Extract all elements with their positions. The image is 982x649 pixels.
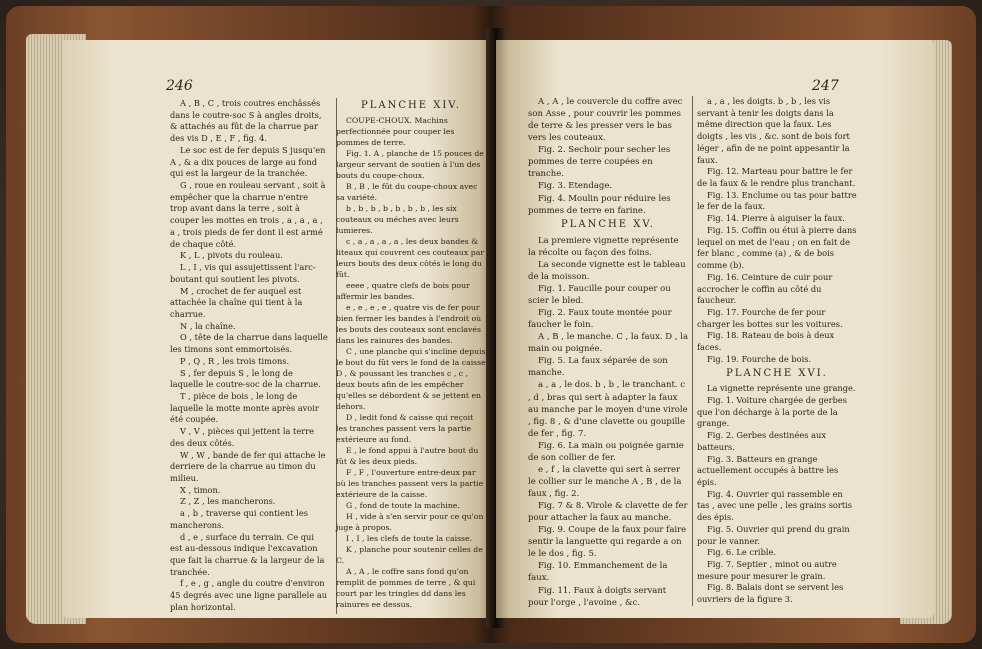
paragraph: Fig. 18. Rateau de bois à deux faces. (697, 330, 835, 353)
plate-heading: PLANCHE XV. (561, 218, 655, 230)
paragraph: La vignette représente une grange. (707, 383, 856, 394)
paragraph: eeee , quatre clefs de bois pour affermir les bandes. (336, 281, 470, 301)
paragraph: Fig. 12. Marteau pour battre le fer de la faux & le rendre plus tranchant. (697, 166, 856, 189)
paragraph: M , crochet de fer auquel est attachée la chaîne qui tient à la charrue. (170, 285, 303, 319)
paragraph: Fig. 6. La main ou poignée garnie de son collier de fer. (528, 440, 684, 463)
paragraph: a , a , les doigts. b , b , les vis servant à tenir les doigts dans la même direction que la faux. Les doigts , les vis , &c. sont de bois fort léger , afin de ne point appesantir la faux. (697, 96, 850, 165)
paragraph: Fig. 17. Fourche de fer pour charger les bottes sur les voitures. (697, 306, 843, 329)
paragraph: COUPE-CHOUX. Machins perfectionnée pour couper les pommes de terre. (336, 116, 455, 147)
paragraph: Fig. 16. Ceinture de cuir pour accrocher le coffin au côté du faucheur. (697, 271, 833, 306)
paragraph: Z , Z , les mancherons. (180, 496, 276, 507)
paragraph: b , b , b , b , b , b , b , les six couteaux ou méches avec leurs lumieres. (336, 204, 459, 235)
paragraph: A , B , C , trois coutres enchâssés dans le coutre-soc S à angles droits, & attachés au fût de la charrue par des vis D , E , F , fig. 4. (170, 98, 322, 144)
plate-heading: PLANCHE XVI. (726, 367, 828, 379)
paragraph: Fig. 1. A , planche de 15 pouces de largeur servant de soutien à l'un des bouts du coupe-choux. (336, 149, 484, 180)
page-number: 247 (812, 78, 839, 94)
plate-heading: PLANCHE XIV. (361, 100, 461, 111)
paragraph: S , fer depuis S , le long de laquelle le coutre-soc de la charrue. (170, 367, 321, 390)
paragraph: A , A , le coffre sans fond qu'on remplit de pommes de terre , & qui court par les tringles dd dans les rainures ee dessus. (336, 567, 476, 609)
paragraph: X , timon. (180, 484, 221, 495)
paragraph: Fig. 4. Ouvrier qui rassemble en tas , avec une pelle , les grains sortis des épis. (697, 488, 853, 523)
right-column-2-paragraphs-bottom (697, 383, 857, 606)
paragraph: c , a , a , a , a , les deux bandes & liteaux qui couvrent ces couteaux par leurs bouts des deux côtés le long du fût. (336, 237, 485, 279)
paragraph: e , e , e , e , quatre vis de fer pour bien fermer les bandes à l'endroit où les bouts des couteaux sont enclavés dans les rainures des bandes. (336, 303, 482, 345)
paragraph: G , roue en rouleau servant , soit à empêcher que la charrue n'entre trop avant dans la terre , soit à couper les mottes en trois , a , a , a , a , trois pieds de fer dont il est armé de chaque côté. (170, 180, 326, 249)
paragraph: I , I , les clefs de toute la caisse. (346, 534, 473, 543)
paragraph: A , A , le couvercle du coffre avec son Asse , pour couvrir les pommes de terre & les presser vers le bas vers les couteaux. (528, 97, 683, 144)
paragraph: f , e , g , angle du coutre d'environ 45 degrés avec une ligne parallele au plan horizontal. (170, 578, 328, 612)
paragraph: G , fond de toute la machine. (346, 501, 460, 510)
paragraph: Fig. 13. Enclume ou tas pour battre le fer de la faux. (697, 189, 857, 212)
paragraph: Fig. 19. Fourche de bois. (707, 353, 812, 364)
paragraph: A , B , le manche. C , la faux. D , la main ou poignée. (528, 332, 689, 355)
page-number: 246 (166, 78, 193, 94)
paragraph: Fig. 2. Faux toute montée pour faucher le foin. (528, 308, 672, 331)
paragraph: D , ledit fond & caisse qui reçoit les tranches passent vers la partie extérieure au fond. (336, 413, 474, 444)
left-column-2 (336, 98, 486, 610)
right-page (496, 40, 934, 618)
paragraph: Fig. 10. Emmanchement de la faux. (528, 561, 668, 584)
paragraph: F , F , l'ouverture entre-deux par où les tranches passent vers la partie extérieure de la caisse. (336, 468, 484, 499)
paragraph: Fig. 8. Balais dont se servent les ouvriers de la figure 3. (697, 582, 844, 605)
paragraph: L , I , vis qui assujettissent l'arc-boutant qui soutient les pivots. (170, 262, 316, 284)
paragraph: Fig. 1. Faucille pour couper ou scier le bled. (528, 283, 671, 306)
paragraph: d , e , surface du terrain. Ce qui est au-dessous indique l'excavation que fait la charrue & la largeur de la tranchée. (170, 531, 325, 577)
right-column-2 (692, 96, 857, 606)
paragraph: T , pièce de bois , le long de laquelle la motte monte après avoir été coupée. (170, 390, 319, 425)
paragraph: a , b , traverse qui contient les mancherons. (170, 508, 308, 530)
paragraph: P , Q , R , les trois timons. (180, 355, 290, 366)
paragraph: Fig. 5. Ouvrier qui prend du grain pour le vanner. (697, 523, 850, 546)
paragraph: La seconde vignette est le tableau de la moisson. (528, 259, 686, 282)
paragraph: W , W , bande de fer qui attache le derriere de la charrue au timon du milieu. (170, 449, 326, 483)
right-column-2-paragraphs-top (697, 96, 857, 366)
paragraph: La premiere vignette représente la récolte ou façon des foins. (528, 235, 679, 258)
paragraph: Fig. 2. Gerbes destinées aux batteurs. (697, 430, 826, 452)
paragraph: V , V , pièces qui jettent la terre des deux côtés. (170, 426, 315, 448)
paragraph: Fig. 1. Voiture chargée de gerbes que l'on décharge à la porte de la grange. (697, 394, 848, 429)
paragraph: C , une planche qui s'incline depuis le bout du fût vers le fond de la caisse D , & poussant les tranches c , c , deux bouts afin de les empêcher qu'elles se débordent & se jettent en dehors. (336, 347, 486, 411)
paragraph: Fig. 9. Coupe de la faux pour faire sentir la languette qui regarde a on le le dos , fig. 5. (528, 525, 687, 560)
paragraph: Le soc est de fer depuis S jusqu'en A , & a dix pouces de large au fond qui est la largeur de la tranchée. (170, 144, 326, 179)
paragraph: Fig. 7 & 8. Virole & clavette de fer pour attacher la faux au manche. (528, 501, 688, 524)
left-column-1 (170, 98, 337, 614)
paragraph: a , a , le dos. b , b , le tranchant. c , d , bras qui sert à adapter la faux au manche par le moyen d'une virole , fig. 8 , & d'une clavette ou goupille de fer , fig. 7. (528, 380, 688, 439)
paragraph: O , tête de la charrue dans laquelle les timons sont emmortoisés. (170, 332, 328, 355)
paragraph: E , le fond appui à l'autre bout du fût & les deux pieds. (336, 446, 479, 466)
paragraph: B , B , le fût du coupe-choux avec sa variété. (336, 182, 478, 202)
paragraph: Fig. 11. Faux à doigts servant pour l'orge , l'avoine , &c. (528, 585, 667, 608)
right-column-1-paragraphs-bottom (528, 235, 688, 609)
paragraph: Fig. 5. La faux séparée de son manche. (528, 356, 668, 379)
paragraph: N , la chaîne. (180, 320, 236, 331)
right-column-1-paragraphs-top (528, 96, 688, 217)
paragraph: Fig. 4. Moulin pour réduire les pommes de terre en farine. (528, 193, 671, 216)
paragraph: K , planche pour soutenir celles de C. (336, 545, 483, 565)
paragraph: e , f , la clavette qui sert à serrer le collier sur le manche A , B , de la faux , fig. 2. (528, 464, 682, 499)
paragraph: Fig. 3. Batteurs en grange actuellement occupés à battre les épis. (697, 453, 839, 487)
paragraph: Fig. 2. Sechoir pour secher les pommes de terre coupées en tranche. (528, 145, 671, 180)
paragraph: Fig. 7. Septier , minot ou autre mesure pour mesurer le grain. (697, 559, 837, 581)
right-column-1 (528, 96, 688, 609)
paragraph: K , L , pivots du rouleau. (180, 250, 283, 261)
paragraph: Fig. 3. Etendage. (538, 181, 613, 192)
left-page (62, 40, 492, 618)
paragraph: Fig. 6. Le crible. (707, 547, 776, 558)
paragraph: Fig. 15. Coffin ou étui à pierre dans lequel on met de l'eau ; on en fait de fer blanc , comme (a) , & de bois comme (b). (697, 224, 857, 271)
paragraph: H , vide à s'en servir pour ce qu'on juge à propos. (336, 512, 484, 532)
left-column-2-paragraphs (336, 115, 486, 610)
paragraph: Fig. 14. Pierre à aiguiser la faux. (707, 213, 845, 224)
